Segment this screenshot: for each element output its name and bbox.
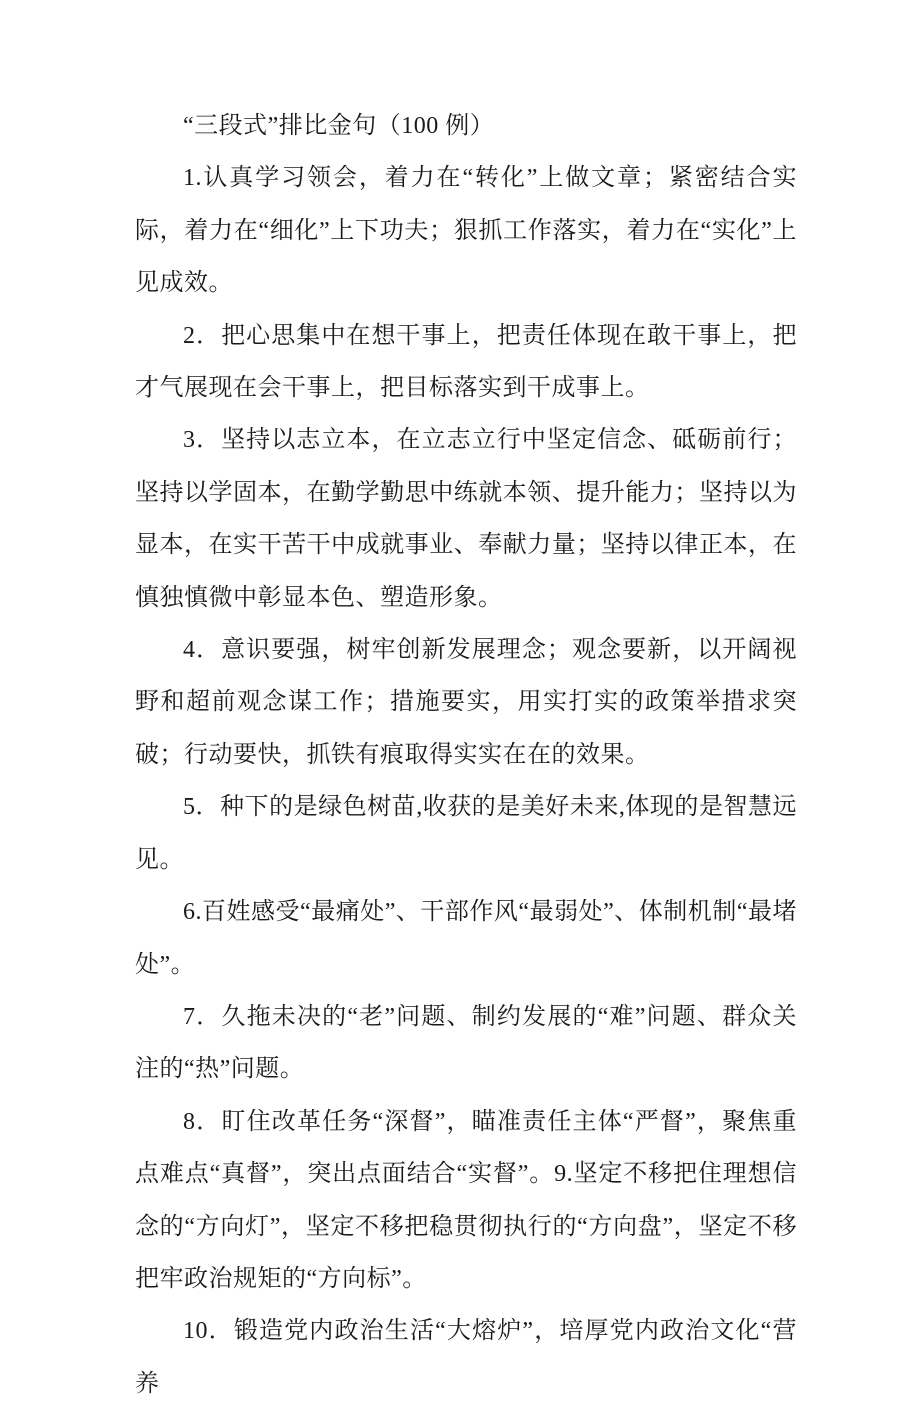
paragraph-8-9: 8．盯住改革任务“深督”，瞄准责任主体“严督”，聚焦重点难点“真督”，突出点面结合“实督”。9.坚定不移把住理想信念的“方向灯”，坚定不移把稳贯彻执行的“方向盘”，坚定不移把牢政治规矩的“方向标”。: [135, 1108, 797, 1292]
paragraph-10: 10．锻造党内政治生活“大熔炉”，培厚党内政治文化“营养: [135, 1318, 797, 1397]
document-title: “三段式”排比金句（100 例）: [183, 113, 495, 139]
paragraph-2: 2．把心思集中在想干事上，把责任体现在敢干事上，把才气展现在会干事上，把目标落实到干成事上。: [135, 322, 797, 402]
paragraph-6: 6.百姓感受“最痛处”、干部作风“最弱处”、体制机制“最堵处”。: [135, 899, 797, 978]
paragraph-5: 5．种下的是绿色树苗,收获的是美好未来,体现的是智慧远见。: [135, 794, 797, 873]
paragraph-1: 1.认真学习领会，着力在“转化”上做文章；紧密结合实际，着力在“细化”上下功夫；狠抓工作落实，着力在“实化”上见成效。: [135, 165, 797, 297]
paragraph-3: 3．坚持以志立本，在立志立行中坚定信念、砥砺前行；坚持以学固本，在勤学勤思中练就本领、提升能力；坚持以为显本，在实干苦干中成就事业、奉献力量；坚持以律正本，在慎独慎微中彰显本色、塑造形象。: [135, 427, 797, 611]
paragraph-7: 7．久拖未决的“老”问题、制约发展的“难”问题、群众关注的“热”问题。: [135, 1003, 797, 1083]
paragraph-4: 4．意识要强，树牢创新发展理念；观念要新，以开阔视野和超前观念谋工作；措施要实，用实打实的政策举措求突破；行动要快，抓铁有痕取得实实在在的效果。: [135, 637, 797, 768]
